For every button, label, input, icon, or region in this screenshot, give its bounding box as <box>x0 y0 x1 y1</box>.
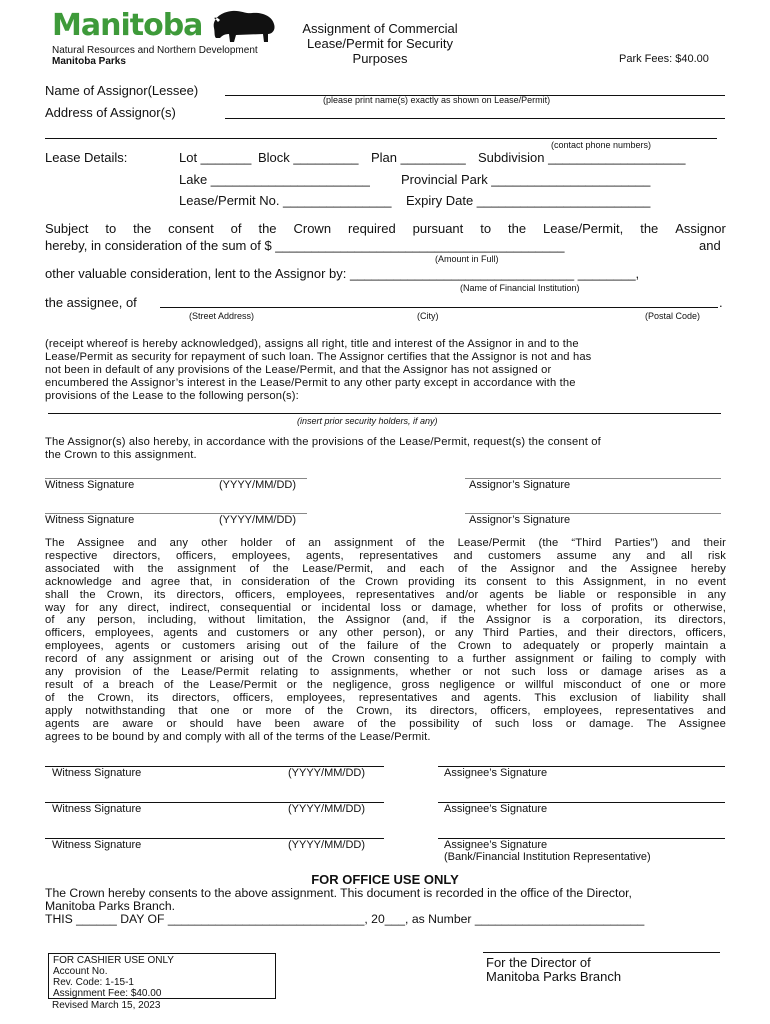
prior-holders-input-line[interactable] <box>48 413 721 414</box>
consent-word: the <box>133 221 152 236</box>
city-hint: (City) <box>417 311 439 321</box>
paragraph-line: not been in default of any provisions of the Lease/Permit, and that the Assignor has not assigned or <box>45 363 552 376</box>
cashier-box <box>48 953 276 999</box>
cashier-account: Account No. <box>53 966 108 977</box>
witness-signature-label: Witness Signature <box>52 803 142 815</box>
paragraph-line: encumbered the Assignor’s interest in the Lease/Permit to any other party except in accordance with the <box>45 376 576 389</box>
consent-word: the <box>508 221 527 236</box>
lender-line[interactable]: other valuable consideration, lent to the Assignor by: _______________________________ ________, <box>45 266 640 281</box>
paragraph-line: agrees to be bound by and comply with all of the terms of the Lease/Permit. <box>45 730 431 743</box>
date-label: (YYYY/MM/DD) <box>288 803 365 815</box>
paragraph-line: agents are aware or should have been aware of the possibility of such loss or damage. The Assignee <box>45 717 726 730</box>
assignee-address-label: the assignee, of <box>45 295 137 310</box>
paragraph-line: Lease/Permit as security for repayment of such loan. The Assignor certifies that the Assignor is not and has <box>45 350 592 363</box>
consent-word: to <box>105 221 117 236</box>
revised-date: Revised March 15, 2023 <box>52 1000 161 1011</box>
consent-word: Lease/Permit, <box>543 221 624 236</box>
assignee-address-period: . <box>719 295 723 310</box>
paragraph-line: officers, employees, agents and customers or any other person), or any Third Parties, and their directors, officers, <box>45 627 726 640</box>
paragraph-line: The Assignor(s) also hereby, in accordance with the provisions of the Lease/Permit, request(s) the consent of <box>45 436 601 448</box>
paragraph-line: associated with the assignment of the Lease/Permit, and each of the Assignor and the Assignee hereby <box>45 562 726 575</box>
plan-field[interactable]: Plan _________ <box>371 150 466 165</box>
consent-word: Crown <box>293 221 332 236</box>
paragraph-line: way for any direct, indirect, consequential or incidental loss or damage, whether for loss of profits or otherwise, <box>45 601 726 614</box>
date-label: (YYYY/MM/DD) <box>219 479 296 491</box>
consent-word: the <box>640 221 659 236</box>
witness-signature-label: Witness Signature <box>52 839 142 851</box>
date-label: (YYYY/MM/DD) <box>219 514 296 526</box>
consent-word: consent <box>168 221 214 236</box>
assignor-signature-label: Assignor’s Signature <box>469 479 571 491</box>
paragraph-line: The Assignee and any other holder of an assignment of the Lease/Permit (the “Third Parties”) and their <box>45 537 726 549</box>
consent-word: of <box>230 221 242 236</box>
lease-details-label: Lease Details: <box>45 150 128 165</box>
provincial-park-field[interactable]: Provincial Park ______________________ <box>401 172 651 187</box>
document-title <box>300 21 460 66</box>
paragraph-line: provisions of the Lease to the following person(s): <box>45 389 299 402</box>
postal-hint: (Postal Code) <box>645 311 701 321</box>
consent-and: and <box>699 238 721 253</box>
lot-field[interactable]: Lot _______ <box>179 150 252 165</box>
witness-signature-label: Witness Signature <box>45 479 135 491</box>
amount-hint: (Amount in Full) <box>435 254 499 264</box>
consent-word: pursuant <box>412 221 464 236</box>
consent-line-1 <box>45 221 726 236</box>
receipt-paragraph <box>45 338 685 403</box>
office-record-line[interactable]: THIS ______ DAY OF _____________________________, 20___, as Number _________________________ <box>45 912 645 926</box>
consent-sum-line[interactable]: hereby, in consideration of the sum of $ ________________________________________ <box>45 238 565 253</box>
consent-word: the <box>258 221 277 236</box>
name-hint: (please print name(s) exactly as shown on Lease/Permit) <box>323 95 551 105</box>
lake-field[interactable]: Lake ______________________ <box>179 172 370 187</box>
request-paragraph <box>45 436 735 462</box>
witness-signature-label: Witness Signature <box>45 514 135 526</box>
paragraph-line: record of any assignment or arising out of the Crown consenting to a further assignment or failing to comply with <box>45 653 726 666</box>
office-consent-line-2: Manitoba Parks Branch. <box>45 899 176 913</box>
title-line-2: Lease/Permit for Security <box>307 36 453 51</box>
block-field[interactable]: Block _________ <box>258 150 359 165</box>
paragraph-line: the Crown to this assignment. <box>45 448 197 461</box>
cashier-heading: FOR CASHIER USE ONLY <box>53 955 174 966</box>
assignee-signature-block-1 <box>0 758 770 778</box>
assignee-signature-block-2 <box>0 794 770 814</box>
cashier-box-bottom <box>48 998 276 999</box>
date-label: (YYYY/MM/DD) <box>288 839 365 851</box>
address-label: Address of Assignor(s) <box>45 105 176 120</box>
bison-icon <box>206 6 280 46</box>
park-fees: Park Fees: $40.00 <box>619 53 709 65</box>
director-line-1: For the Director of <box>486 955 591 970</box>
paragraph-line: respective directors, officers, employees, agents, representatives and customers assume any and all risk <box>45 549 726 562</box>
lease-number-field[interactable]: Lease/Permit No. _______________ <box>179 193 392 208</box>
logo-wordmark: Manitoba <box>52 8 203 43</box>
name-label: Name of Assignor(Lessee) <box>45 83 199 98</box>
subdivision-field[interactable]: Subdivision ___________________ <box>478 150 686 165</box>
paragraph-line: any provision of the Lease/Permit relating to assignments, whether or not such loss or damage arises as a <box>45 666 726 679</box>
witness-signature-label: Witness Signature <box>52 767 142 779</box>
paragraph-line: employees, agents or customers arising out of the failure of the Crown to adequately or properly maintain a <box>45 640 726 653</box>
assignee-address-input-line[interactable] <box>160 307 718 308</box>
expiry-date-field[interactable]: Expiry Date ________________________ <box>406 193 651 208</box>
assignor-signature-label: Assignor’s Signature <box>469 514 571 526</box>
title-line-1: Assignment of Commercial <box>302 21 458 36</box>
office-use-section <box>0 872 770 932</box>
assignee-signature-sublabel: (Bank/Financial Institution Representative) <box>444 851 651 863</box>
branch-line: Manitoba Parks <box>52 56 126 67</box>
paragraph-line: apply notwithstanding that one or more of the Crown, its directors, officers, employees, representatives and <box>45 704 726 717</box>
institution-hint: (Name of Financial Institution) <box>460 283 580 293</box>
cashier-fee: Assignment Fee: $40.00 <box>53 988 162 999</box>
paragraph-line: shall the Crown, its directors, officers, employees, representatives and/or agents be liable or responsible in any <box>45 588 726 601</box>
consent-word: to <box>480 221 492 236</box>
title-line-3: Purposes <box>352 51 408 66</box>
office-use-heading: FOR OFFICE USE ONLY <box>311 872 459 887</box>
lease-details <box>0 148 770 210</box>
liability-paragraph <box>45 537 726 744</box>
address-input-line-1[interactable] <box>225 118 725 119</box>
phone-hint: (contact phone numbers) <box>551 140 652 150</box>
office-consent-line-1: The Crown hereby consents to the above assignment. This document is recorded in the office of the Director, <box>45 886 632 900</box>
assignee-signature-label: Assignee’s Signature <box>444 839 548 851</box>
paragraph-line: (receipt whereof is hereby acknowledged), assigns all right, title and interest of the Assignor in and to the <box>45 338 579 350</box>
paragraph-line: of any person, including, without limitation, the Assignor (and, if the Assignor is a corporation, its directors, <box>45 614 726 627</box>
paragraph-line: of the Crown, its directors, officers, employees, representatives and agents. This exclusion of liability shall <box>45 691 726 704</box>
street-hint: (Street Address) <box>189 311 255 321</box>
header <box>0 0 770 80</box>
manitoba-logo <box>52 8 202 43</box>
consent-word: Subject <box>45 221 89 236</box>
assignee-signature-label: Assignee’s Signature <box>444 803 548 815</box>
consent-section <box>0 220 770 330</box>
cashier-rev-code: Rev. Code: 1-15-1 <box>53 977 134 988</box>
address-input-line-2[interactable] <box>45 138 717 139</box>
assignor-signature-block-1 <box>0 470 770 490</box>
date-label: (YYYY/MM/DD) <box>288 767 365 779</box>
paragraph-line: result of a breach of the Lease/Permit or the negligence, gross negligence or willful misconduct of one or more <box>45 678 726 691</box>
assignor-signature-block-2 <box>0 505 770 525</box>
assignee-signature-label: Assignee’s Signature <box>444 767 548 779</box>
department-line: Natural Resources and Northern Development <box>52 45 258 56</box>
paragraph-line: acknowledge and agree that, in consideration of the Crown providing its consent to this Assignment, in no event <box>45 575 726 588</box>
assignee-signature-block-3 <box>0 830 770 866</box>
consent-word: required <box>348 221 396 236</box>
director-line-2: Manitoba Parks Branch <box>486 969 622 984</box>
prior-holders-hint: (insert prior security holders, if any) <box>297 416 438 426</box>
director-signature-line[interactable] <box>483 952 720 953</box>
consent-word: Assignor <box>675 221 726 236</box>
